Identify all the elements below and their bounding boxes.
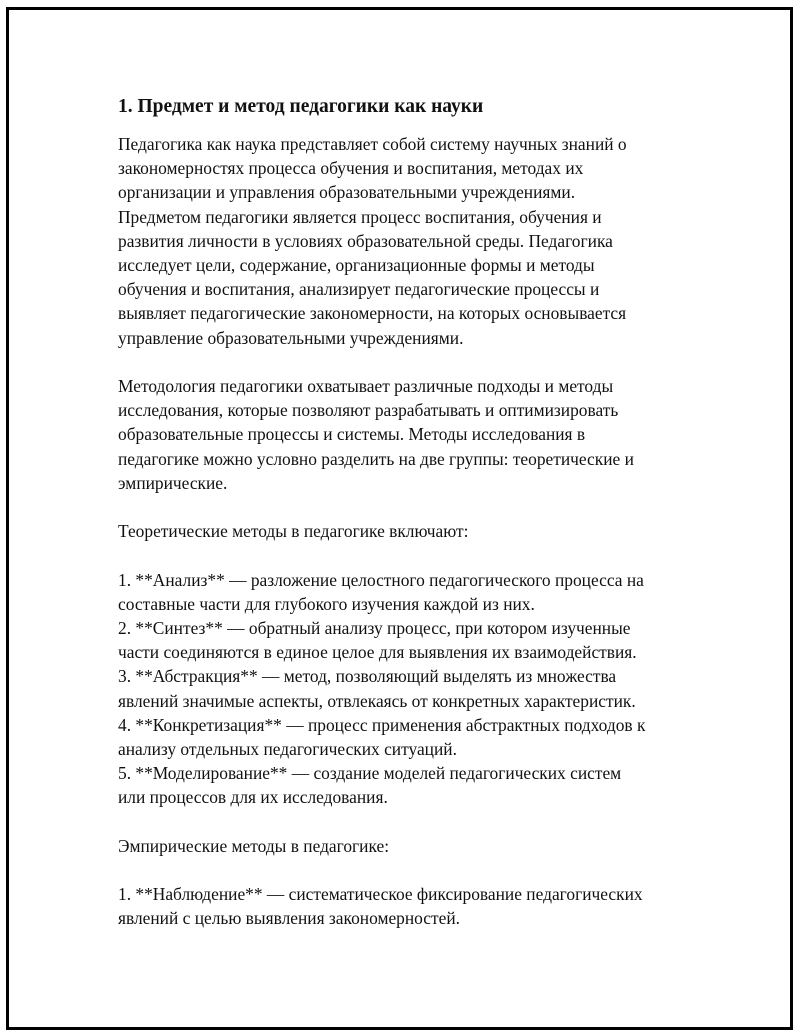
text-line: организации и управления образовательными учреждениями. (118, 182, 576, 203)
text-line: Методология педагогики охватывает различные подходы и методы (118, 376, 614, 397)
text-line: исследует цели, содержание, организационные формы и методы (118, 255, 595, 276)
text-line: закономерностях процесса обучения и воспитания, методах их (118, 158, 584, 179)
empirical-heading: Эмпирические методы в педагогике: (118, 835, 390, 856)
text-line: Педагогика как наука представляет собой систему научных знаний о (118, 134, 627, 154)
text-line: образовательные процессы и системы. Методы исследования в (118, 424, 586, 445)
list-line: 1. **Анализ** — разложение целостного педагогического процесса на (118, 569, 644, 590)
text-line: обучения и воспитания, анализирует педагогические процессы и (118, 279, 600, 300)
paragraph-gap (118, 350, 688, 374)
list-line: 3. **Абстракция** — метод, позволяющий выделять из множества (118, 666, 617, 687)
list-line: 4. **Конкретизация** — процесс применения абстрактных подходов к (118, 714, 646, 735)
list-line: 5. **Моделирование** — создание моделей педагогических систем (118, 763, 622, 784)
paragraph-gap (118, 810, 688, 834)
list-line: 2. **Синтез** — обратный анализу процесс, при котором изученные (118, 618, 631, 639)
text-line: Предметом педагогики является процесс воспитания, обучения и (118, 206, 602, 227)
text-line: управление образовательными учреждениями. (118, 327, 464, 348)
text-line: выявляет педагогические закономерности, на которых основывается (118, 303, 627, 324)
list-line: явлений с целью выявления закономерностей. (118, 908, 460, 929)
text-line: развития личности в условиях образовательной среды. Педагогика (118, 230, 613, 251)
text-line: исследования, которые позволяют разрабатывать и оптимизировать (118, 400, 619, 421)
list-line: части соединяются в единое целое для выявления их взаимодействия. (118, 642, 637, 663)
paragraph-gap (118, 858, 688, 882)
paragraph-gap (118, 543, 688, 567)
list-line: составные части для глубокого изучения каждой из них. (118, 593, 535, 614)
list-line: анализу отдельных педагогических ситуаций. (118, 739, 457, 760)
text-line: педагогике можно условно разделить на две группы: теоретические и (118, 448, 634, 469)
document-title: 1. Предмет и метод педагогики как науки (118, 96, 484, 117)
theoretical-methods-list (118, 568, 688, 810)
list-line: или процессов для их исследования. (118, 787, 388, 808)
text-line: эмпирические. (118, 472, 228, 493)
paragraph-gap (118, 495, 688, 519)
document-body (118, 94, 688, 931)
intro-paragraph (118, 132, 688, 350)
methodology-paragraph (118, 374, 688, 495)
theoretical-heading: Теоретические методы в педагогике включают: (118, 521, 469, 542)
list-line: явлений значимые аспекты, отвлекаясь от конкретных характеристик. (118, 690, 636, 711)
empirical-methods-list (118, 882, 688, 930)
list-line: 1. **Наблюдение** — систематическое фиксирование педагогических (118, 884, 643, 905)
